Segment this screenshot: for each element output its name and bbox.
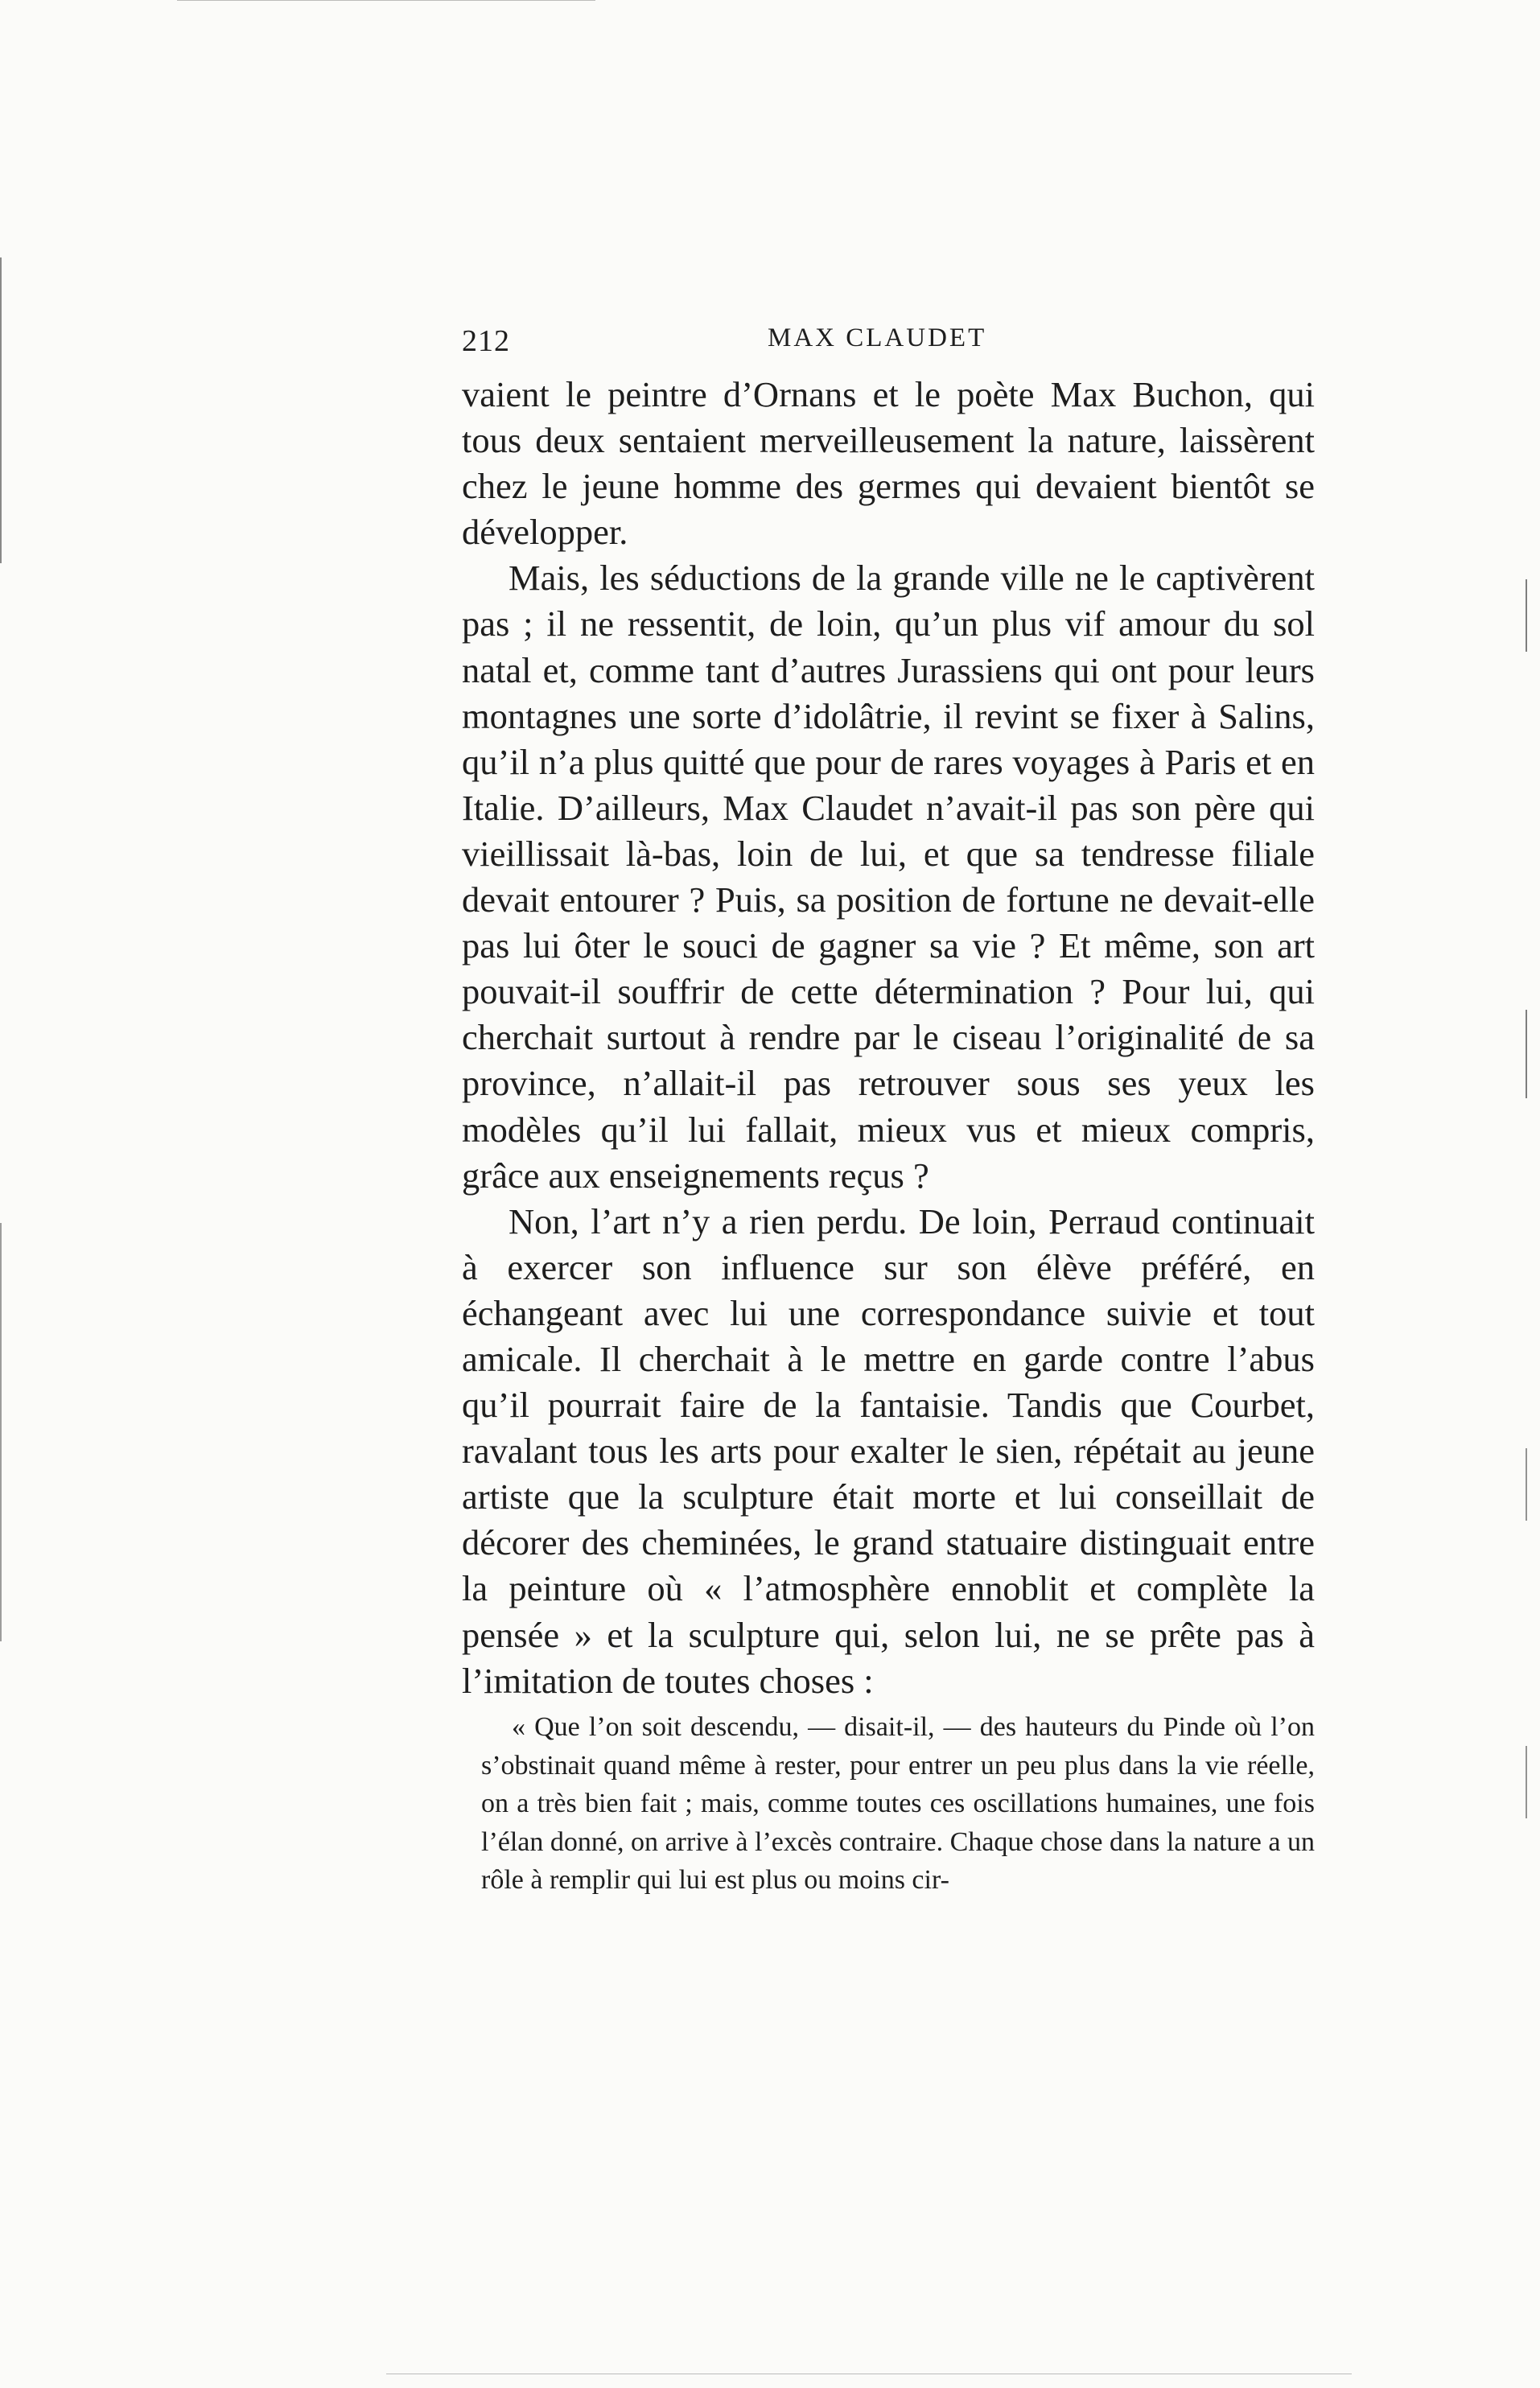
block-quote bbox=[481, 1708, 1315, 1900]
running-head: MAX CLAUDET bbox=[768, 323, 987, 352]
paragraph: Mais, les séductions de la grande ville ne le captivèrent pas ; il ne ressentit, de loin, qu’un plus vif amour du sol natal et, comme tant d’autres Jurassiens qui ont pour leurs montagnes une sorte d’idolâtrie, il revint se fixer à Salins, qu’il n’a plus quitté que pour de rares voyages à Paris et en Italie. D’ailleurs, Max Claudet n’avait-il pas son père qui vieillissait là-bas, loin de lui, et que sa tendresse filiale devait entourer ? Puis, sa position de fortune ne devait-elle pas lui ôter le souci de gagner sa vie ? Et même, son art pouvait-il souffrir de cette détermination ? Pour lui, qui cherchait surtout à rendre par le ciseau l’originalité de sa province, n’allait-il pas retrouver sous ses yeux les modèles qu’il lui fallait, mieux vus et mieux compris, grâce aux enseignements reçus ? bbox=[462, 558, 1315, 1196]
body-text bbox=[462, 372, 1315, 1704]
page-number: 212 bbox=[462, 324, 510, 358]
margin-mark bbox=[1526, 1448, 1527, 1521]
margin-mark bbox=[0, 1223, 2, 1641]
margin-mark bbox=[1526, 1010, 1527, 1098]
margin-mark bbox=[1526, 1746, 1527, 1818]
margin-mark bbox=[1526, 579, 1527, 652]
page-header bbox=[462, 323, 1323, 372]
paragraph-continuation: vaient le peintre d’Ornans et le poète Max Buchon, qui tous deux sentaient merveilleusement la nature, laissèrent chez le jeune homme des germes qui devaient bientôt se développer. bbox=[462, 374, 1315, 553]
paragraph: Non, l’art n’y a rien perdu. De loin, Perraud continuait à exercer son influence sur son élève préféré, en échangeant avec lui une correspondance suivie et tout amicale. Il cherchait à le mettre en garde contre l’abus qu’il pourrait faire de la fantaisie. Tandis que Courbet, ravalant tous les arts pour exalter le sien, répétait au jeune artiste que la sculpture était morte et lui conseillait de décorer des cheminées, le grand statuaire distinguait entre la peinture où « l’atmosphère ennoblit et complète la pensée » et la sculpture qui, selon lui, ne se prête pas à l’imitation de toutes choses : bbox=[462, 1200, 1315, 1701]
margin-mark bbox=[177, 0, 595, 1]
margin-mark bbox=[0, 257, 2, 563]
quote-text: « Que l’on soit descendu, — disait-il, — des hauteurs du Pinde où l’on s’obstinait quand même à rester, pour entrer un peu plus dans la vie réelle, on a très bien fait ; mais, comme toutes ces oscillations humaines, une fois l’élan donné, on arrive à l’excès contraire. Chaque chose dans la nature a un rôle à remplir qui lui est plus ou moins cir- bbox=[481, 1712, 1315, 1895]
